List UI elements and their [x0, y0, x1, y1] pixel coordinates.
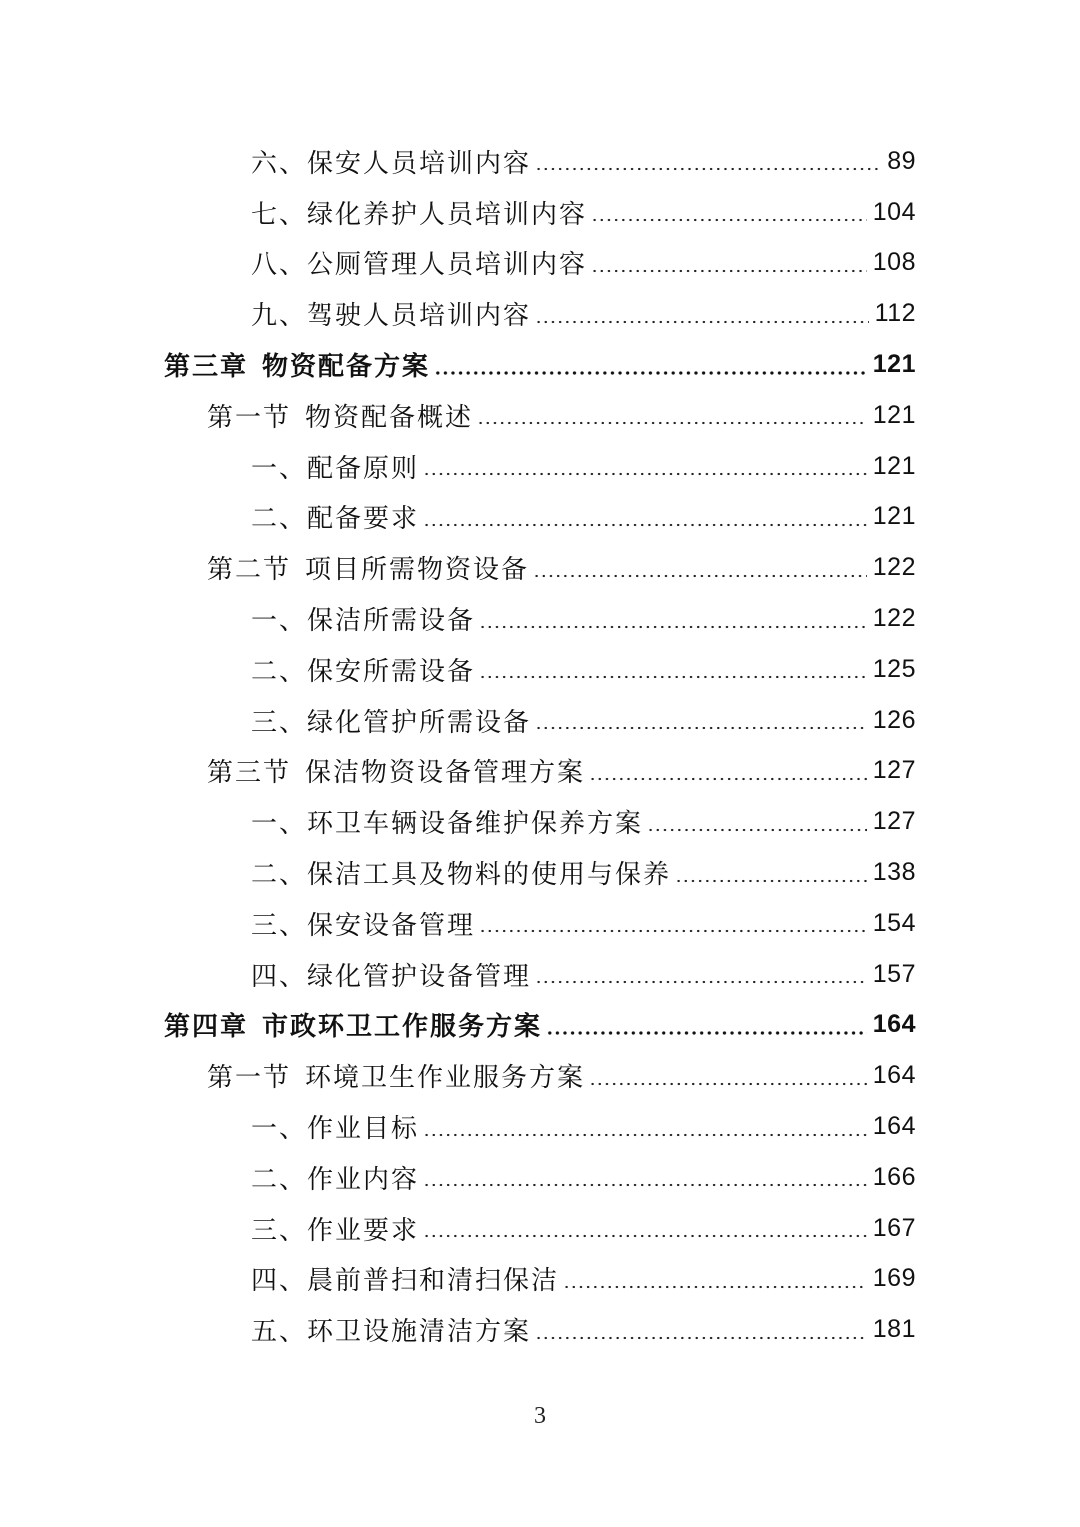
toc-item-entry[interactable]: [0, 1101, 1080, 1152]
toc-dot-leader: [533, 573, 867, 579]
toc-page-number: 89: [887, 146, 916, 175]
toc-entry-title: [251, 905, 475, 942]
toc-entry-text: 三、保安设备管理: [251, 910, 476, 941]
toc-dot-leader: [535, 319, 869, 325]
toc-page-number: 127: [872, 807, 916, 836]
toc-entry-title: [251, 1108, 419, 1145]
toc-entry-title: [251, 1311, 531, 1348]
toc-item-entry[interactable]: [0, 492, 1080, 543]
toc-page-number: 112: [874, 299, 916, 328]
toc-page-number: 166: [872, 1162, 916, 1191]
toc-page-number: 181: [872, 1315, 916, 1344]
toc-entry-text: 五、环卫设施清洁方案: [251, 1317, 532, 1348]
toc-page-number: 122: [872, 553, 916, 582]
toc-entry-title: [251, 194, 587, 231]
toc-page-number: 138: [872, 858, 916, 887]
table-of-contents: [0, 136, 1080, 1355]
toc-item-entry[interactable]: [0, 441, 1080, 492]
toc-entry-text: 市政环卫工作服务方案: [262, 1012, 543, 1043]
toc-entry-text: 保洁物资设备管理方案: [305, 758, 586, 789]
toc-page-number: 121: [872, 502, 916, 531]
toc-dot-leader: [589, 776, 867, 782]
toc-section-entry[interactable]: [0, 1050, 1080, 1101]
toc-entry-title: [251, 448, 419, 485]
toc-dot-leader: [591, 268, 867, 274]
toc-page-number: 169: [872, 1264, 916, 1293]
toc-entry-title: [164, 1006, 542, 1043]
toc-dot-leader: [423, 1233, 867, 1239]
toc-dot-leader: [675, 878, 867, 884]
toc-dot-leader: [535, 979, 867, 985]
toc-entry-text: 九、驾驶人员培训内容: [251, 301, 532, 332]
toc-entry-title: [251, 956, 531, 993]
toc-entry-title: [207, 397, 473, 434]
toc-entry-text: 项目所需物资设备: [305, 555, 530, 586]
toc-item-entry[interactable]: [0, 288, 1080, 339]
toc-item-entry[interactable]: [0, 898, 1080, 949]
toc-entry-title: [251, 295, 531, 332]
toc-item-entry[interactable]: [0, 593, 1080, 644]
toc-entry-text: 四、晨前普扫和清扫保洁: [251, 1266, 560, 1297]
toc-entry-title: [207, 752, 585, 789]
toc-entry-title: [251, 1159, 419, 1196]
toc-entry-label: 第二节: [207, 555, 292, 586]
toc-page-number: 125: [872, 654, 916, 683]
toc-entry-title: [251, 1260, 559, 1297]
toc-item-entry[interactable]: [0, 796, 1080, 847]
toc-entry-text: 六、保安人员培训内容: [251, 148, 532, 179]
toc-entry-label: 第一节: [207, 402, 292, 433]
toc-dot-leader: [535, 166, 881, 172]
toc-dot-leader: [423, 522, 867, 528]
toc-page-number: 104: [872, 197, 916, 226]
toc-item-entry[interactable]: [0, 847, 1080, 898]
toc-dot-leader: [546, 1030, 867, 1036]
toc-entry-label: 第四章: [164, 1012, 249, 1043]
toc-entry-text: 物资配备方案: [262, 352, 431, 383]
toc-dot-leader: [434, 370, 867, 376]
toc-entry-text: 一、环卫车辆设备维护保养方案: [251, 809, 644, 840]
toc-section-entry[interactable]: [0, 746, 1080, 797]
page-number: 3: [534, 1403, 546, 1429]
toc-dot-leader: [479, 674, 867, 680]
toc-item-entry[interactable]: [0, 1254, 1080, 1305]
toc-entry-text: 二、保洁工具及物料的使用与保养: [251, 860, 672, 891]
toc-entry-title: [207, 549, 529, 586]
toc-dot-leader: [535, 725, 867, 731]
toc-page-number: 164: [872, 1061, 916, 1090]
toc-entry-title: [251, 702, 531, 739]
toc-dot-leader: [423, 1182, 867, 1188]
toc-item-entry[interactable]: [0, 238, 1080, 289]
toc-dot-leader: [479, 928, 867, 934]
toc-page-number: 126: [872, 705, 916, 734]
toc-entry-title: [251, 143, 531, 180]
toc-entry-label: 第三节: [207, 758, 292, 789]
toc-entry-text: 一、作业目标: [251, 1114, 420, 1145]
toc-entry-title: [251, 854, 671, 891]
toc-entry-title: [251, 803, 643, 840]
toc-page-number: 157: [872, 959, 916, 988]
toc-entry-text: 一、配备原则: [251, 453, 420, 484]
toc-item-entry[interactable]: [0, 1203, 1080, 1254]
toc-entry-text: 环境卫生作业服务方案: [305, 1063, 586, 1094]
toc-entry-text: 三、绿化管护所需设备: [251, 707, 532, 738]
toc-entry-text: 二、保安所需设备: [251, 656, 476, 687]
toc-entry-text: 一、保洁所需设备: [251, 606, 476, 637]
toc-entry-text: 二、配备要求: [251, 504, 420, 535]
toc-page-number: 122: [872, 604, 916, 633]
toc-entry-title: [164, 346, 430, 383]
toc-dot-leader: [479, 624, 867, 630]
toc-item-entry[interactable]: [0, 1152, 1080, 1203]
toc-page-number: 127: [872, 756, 916, 785]
toc-item-entry[interactable]: [0, 1304, 1080, 1355]
toc-entry-text: 物资配备概述: [305, 402, 474, 433]
toc-chapter-entry[interactable]: [0, 339, 1080, 390]
toc-page-number: 121: [872, 350, 916, 379]
toc-page-number: 121: [872, 451, 916, 480]
toc-item-entry[interactable]: [0, 644, 1080, 695]
toc-entry-label: 第三章: [164, 352, 249, 383]
toc-entry-title: [251, 498, 419, 535]
toc-chapter-entry[interactable]: [0, 1000, 1080, 1051]
toc-page-number: 121: [872, 400, 916, 429]
toc-dot-leader: [423, 471, 867, 477]
toc-dot-leader: [477, 420, 867, 426]
toc-item-entry[interactable]: [0, 187, 1080, 238]
toc-entry-text: 八、公厕管理人员培训内容: [251, 250, 588, 281]
toc-section-entry[interactable]: [0, 542, 1080, 593]
toc-page-number: 167: [872, 1213, 916, 1242]
toc-entry-text: 七、绿化养护人员培训内容: [251, 199, 588, 230]
toc-item-entry[interactable]: [0, 695, 1080, 746]
toc-dot-leader: [589, 1081, 867, 1087]
toc-entry-text: 二、作业内容: [251, 1164, 420, 1195]
toc-dot-leader: [647, 827, 867, 833]
toc-page-number: 154: [872, 908, 916, 937]
toc-page-number: 164: [872, 1112, 916, 1141]
toc-entry-text: 四、绿化管护设备管理: [251, 961, 532, 992]
toc-entry-title: [251, 651, 475, 688]
toc-entry-title: [251, 1210, 419, 1247]
toc-page-number: 164: [872, 1010, 916, 1039]
toc-section-entry[interactable]: [0, 390, 1080, 441]
toc-page-number: 108: [872, 248, 916, 277]
toc-entry-text: 三、作业要求: [251, 1215, 420, 1246]
toc-item-entry[interactable]: [0, 136, 1080, 187]
toc-dot-leader: [423, 1132, 867, 1138]
toc-entry-label: 第一节: [207, 1063, 292, 1094]
toc-dot-leader: [563, 1284, 867, 1290]
toc-entry-title: [251, 244, 587, 281]
toc-entry-title: [251, 600, 475, 637]
toc-dot-leader: [591, 217, 867, 223]
toc-entry-title: [207, 1057, 585, 1094]
toc-item-entry[interactable]: [0, 949, 1080, 1000]
toc-dot-leader: [535, 1335, 867, 1341]
